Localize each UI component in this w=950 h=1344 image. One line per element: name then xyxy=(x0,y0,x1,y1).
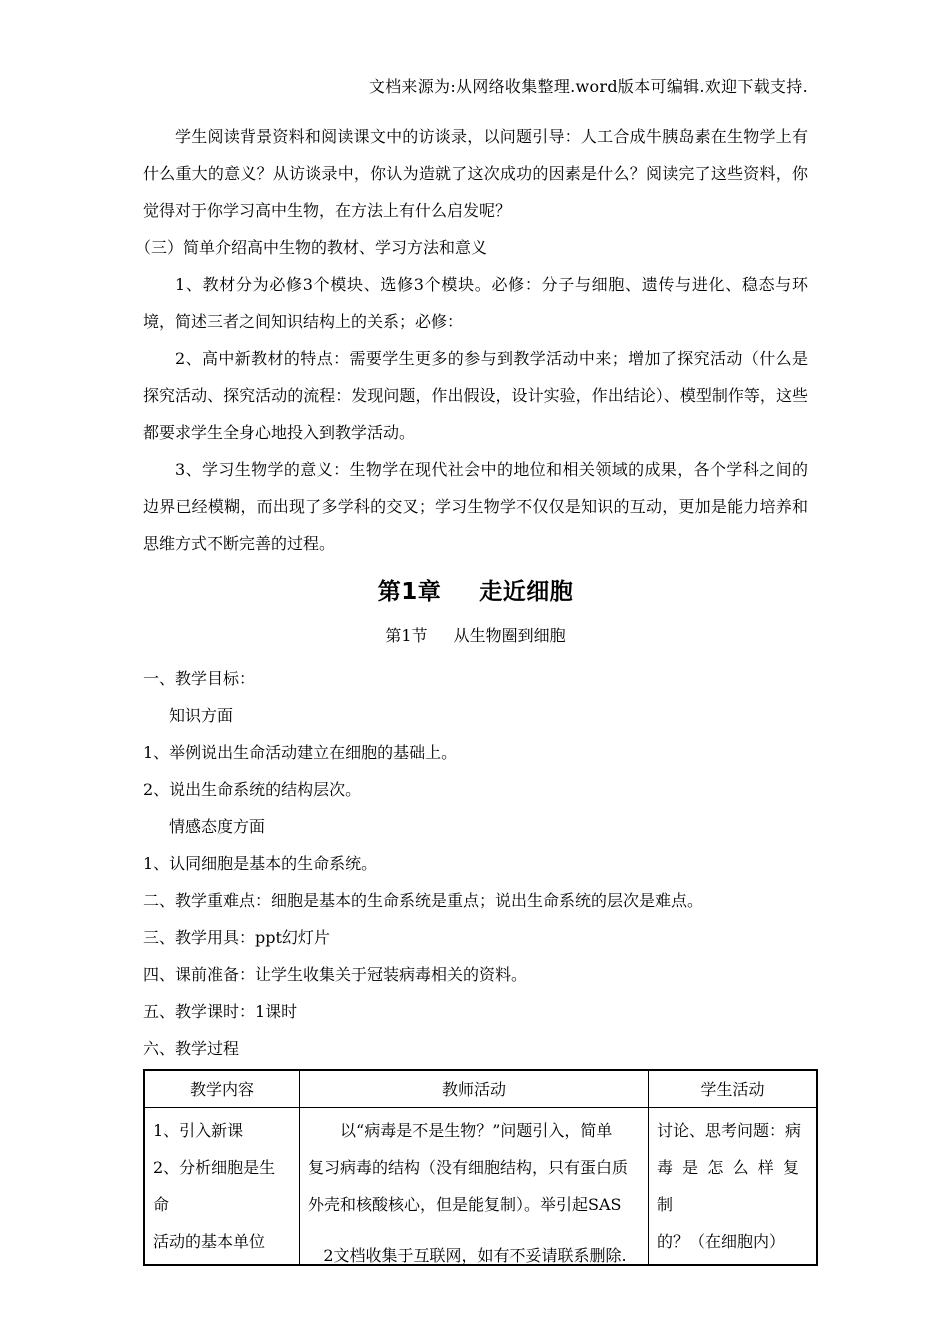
knowledge-heading: 知识方面 xyxy=(169,706,234,725)
page-header-source-note: 文档来源为:从网络收集整理.word版本可编辑.欢迎下载支持. xyxy=(368,77,808,96)
goals-heading: 一、教学目标： xyxy=(143,669,256,688)
section3-point-1: 1、教材分为必修3个模块、选修3个模块。必修：分子与细胞、遗传与进化、稳态与环境，简述三者之间知识结构上的关系；必修： xyxy=(143,275,808,331)
teacher-line-2: 复习病毒的结构（没有细胞结构，只有蛋白质 xyxy=(308,1158,629,1177)
intro-paragraph: 学生阅读背景资料和阅读课文中的访谈录，以问题引导：人工合成牛胰岛素在生物学上有什么重大的意义？从访谈录中，你认为造就了这次成功的因素是什么？阅读完了这些资料，你觉得对于你学习高中生物，在方法上有什么启发呢？ xyxy=(143,127,808,220)
teacher-line-3: 外壳和核酸核心，但是能复制）。举引起SAS xyxy=(308,1195,622,1214)
document-body xyxy=(135,118,808,1266)
key-points: 二、教学重难点：细胞是基本的生命系统是重点；说出生命系统的层次是难点。 xyxy=(143,891,704,910)
table-header-row xyxy=(144,1070,817,1108)
section3-point-2: 2、高中新教材的特点：需要学生更多的参与到教学活动中来；增加了探究活动（什么是探究活动、探究活动的流程：发现问题，作出假设，设计实验，作出结论）、模型制作等，这些都要求学生全身心地投入到教学活动。 xyxy=(143,349,808,442)
knowledge-item-1: 1、举例说出生命活动建立在细胞的基础上。 xyxy=(143,743,458,762)
attitude-item-1: 1、认同细胞是基本的生命系统。 xyxy=(143,854,378,873)
chapter-name: 走近细胞 xyxy=(479,579,574,605)
table-row xyxy=(144,1108,817,1266)
student-line-3: 的？（在细胞内） xyxy=(656,1232,785,1251)
knowledge-item-2: 2、说出生命系统的结构层次。 xyxy=(143,780,362,799)
process-heading: 六、教学过程 xyxy=(143,1039,240,1058)
student-line-1: 讨论、思考问题：病 xyxy=(656,1121,801,1140)
student-line-2: 毒是怎么样复制 xyxy=(656,1158,808,1214)
content-line-3: 活动的基本单位 xyxy=(153,1232,266,1251)
section3-point-3: 3、学习生物学的意义：生物学在现代社会中的地位和相关领域的成果，各个学科之间的边界已经模糊，而出现了多学科的交叉；学习生物学不仅仅是知识的互动，更加是能力培养和思维方式不断完善的过程。 xyxy=(143,460,808,553)
section-title xyxy=(143,618,808,654)
teacher-cell xyxy=(300,1108,649,1266)
header-content: 教学内容 xyxy=(144,1070,300,1108)
page-footer: 2文档收集于互联网，如有不妥请联系删除. xyxy=(323,1246,627,1265)
teaching-tools: 三、教学用具：ppt幻灯片 xyxy=(143,928,330,947)
section-name: 从生物圈到细胞 xyxy=(453,626,566,645)
section3-heading: （三）简单介绍高中生物的教材、学习方法和意义 xyxy=(135,238,488,257)
preparation: 四、课前准备：让学生收集关于冠装病毒相关的资料。 xyxy=(143,965,528,984)
chapter-title xyxy=(143,572,808,612)
student-cell xyxy=(648,1108,817,1266)
header-student: 学生活动 xyxy=(648,1070,817,1108)
attitude-heading: 情感态度方面 xyxy=(169,817,266,836)
lesson-process-table xyxy=(143,1069,818,1266)
content-line-2: 2、分析细胞是生命 xyxy=(153,1158,276,1214)
teacher-line-1: 以“病毒是不是生物？”问题引入，简单 xyxy=(340,1121,613,1140)
content-cell xyxy=(144,1108,300,1266)
content-line-1: 1、引入新课 xyxy=(153,1121,244,1140)
header-teacher: 教师活动 xyxy=(300,1070,649,1108)
teaching-hours: 五、教学课时：1课时 xyxy=(143,1002,298,1021)
chapter-number: 第1章 xyxy=(377,579,442,605)
section-number: 第1节 xyxy=(385,626,428,645)
